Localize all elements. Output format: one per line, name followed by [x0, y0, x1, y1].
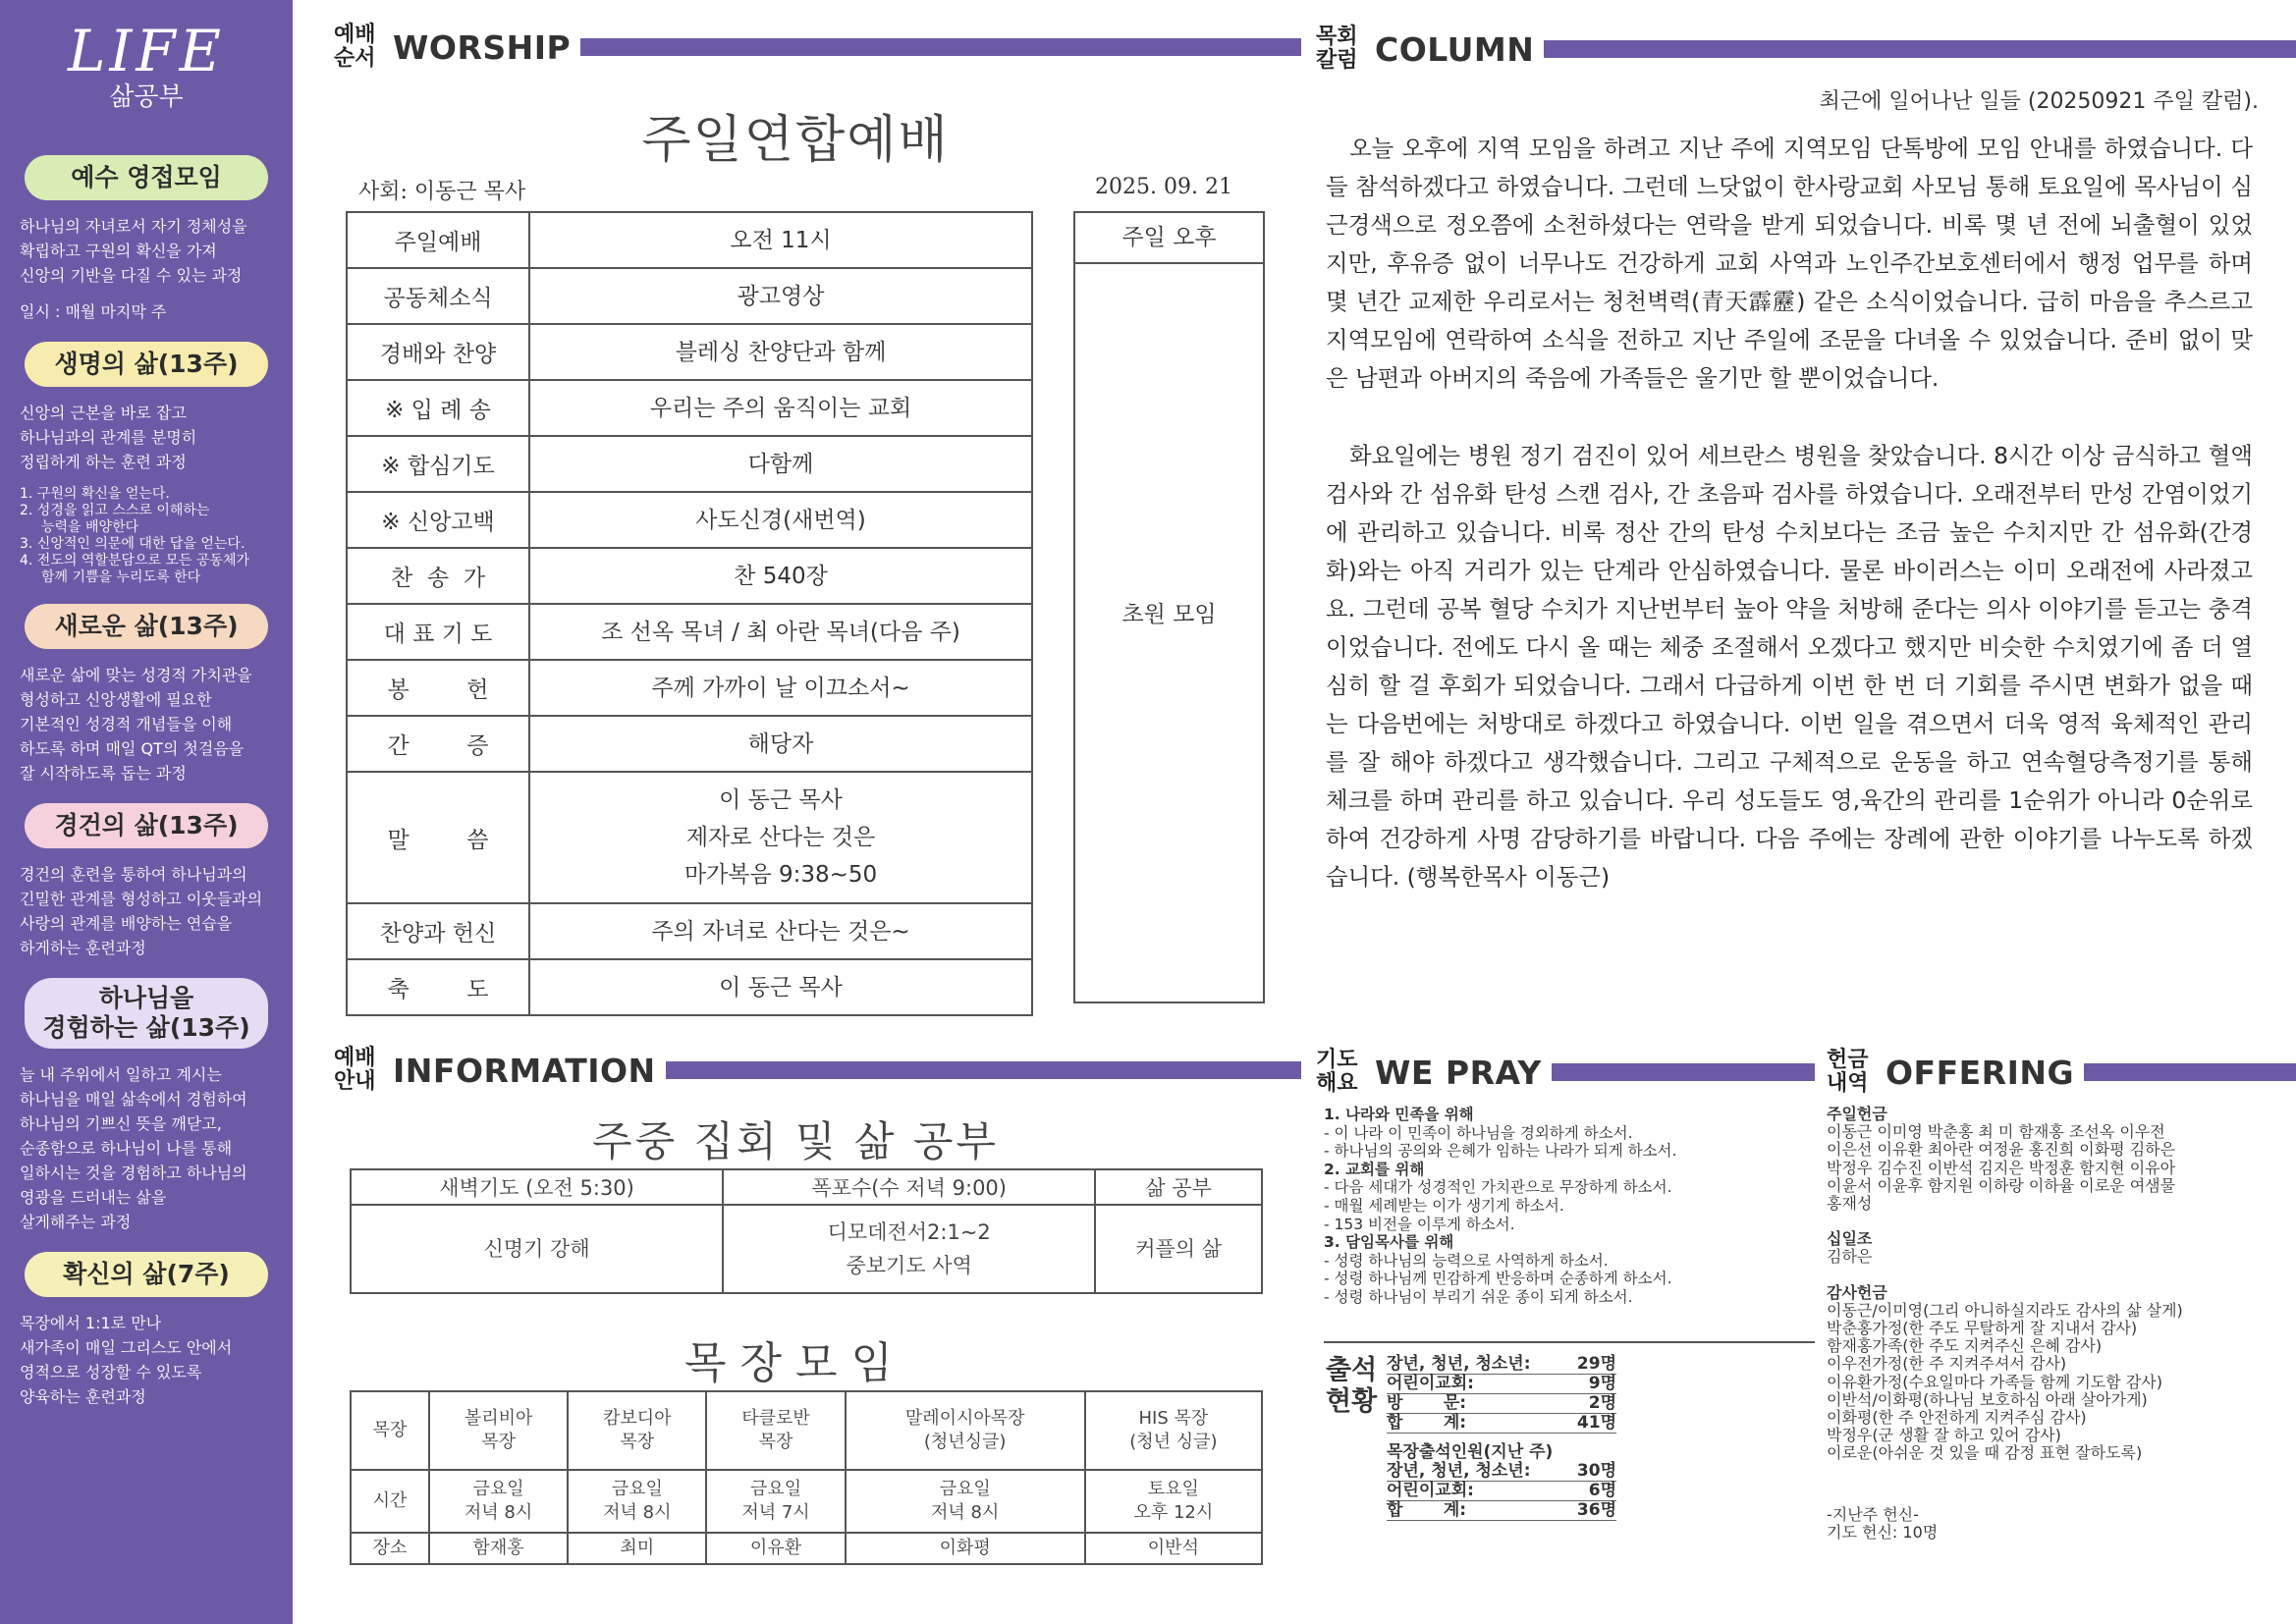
order-row — [347, 903, 1032, 959]
sidebar-pill[interactable]: 새로운 삶(13주) — [25, 604, 268, 649]
sidebar-section — [12, 1252, 281, 1409]
sidebar-text-line: 새가족이 매일 그리스도 안에서 — [20, 1338, 233, 1357]
sidebar-text-line: 기본적인 성경적 개념들을 이해 — [20, 715, 233, 733]
mokjang-cell-line: (청년싱글) — [923, 1432, 1007, 1452]
meeting-cell: 커플의 삶 — [1095, 1205, 1262, 1293]
attendance-label: 출석 현황 — [1326, 1355, 1378, 1417]
mokjang-row — [351, 1533, 1262, 1564]
offering-line: 이우전가정(한 주 지켜주셔서 감사) — [1827, 1354, 2067, 1374]
mokjang-cell-line: 타클로반 — [741, 1408, 810, 1429]
sidebar-text-line: 1. 구원의 확신을 얻는다. — [20, 486, 170, 502]
order-value-line: 블레싱 찬양단과 함께 — [675, 339, 887, 365]
sidebar-section — [12, 803, 281, 960]
prayer-line: - 이 나라 이 민족이 하나님을 경외하게 하소서. — [1324, 1123, 1633, 1142]
order-value — [529, 903, 1032, 959]
order-value — [529, 959, 1032, 1015]
sidebar-text-line: 하나님의 자녀로서 자기 정체성을 — [20, 217, 247, 236]
order-row — [347, 604, 1032, 660]
header-bar — [580, 38, 1301, 56]
mokjang-cell-line: 목장 — [620, 1432, 655, 1452]
order-label: ※ 합심기도 — [347, 436, 529, 492]
order-value — [529, 436, 1032, 492]
offering-line: 이유환가정(수요일마다 가족들 함께 기도함 감사) — [1827, 1372, 2162, 1391]
attendance-key: 어린이교회: — [1387, 1374, 1474, 1393]
sidebar-text-line: 능력을 배양한다 — [41, 519, 139, 535]
mokjang-cell — [846, 1391, 1085, 1470]
mokjang-cell — [846, 1470, 1085, 1533]
sidebar-description — [12, 862, 281, 960]
worship-header-small: 예배 순서 — [334, 23, 376, 71]
order-value — [529, 380, 1032, 436]
order-value-line: 제자로 산다는 것은 — [685, 825, 876, 850]
sidebar-text-line: 형성하고 신앙생활에 필요한 — [20, 690, 212, 709]
order-row — [347, 959, 1032, 1015]
prayer-line: - 153 비전을 이루게 하소서. — [1324, 1215, 1515, 1233]
attendance-row — [1387, 1414, 1616, 1434]
spacer — [1827, 1213, 2259, 1230]
mokjang-cell — [568, 1470, 706, 1533]
sidebar-description — [12, 214, 281, 324]
sidebar-text-line: 순종함으로 하나님이 나를 통해 — [20, 1139, 233, 1158]
meeting-cell: 신명기 강해 — [351, 1205, 723, 1293]
order-value-line: 이 동근 목사 — [719, 787, 843, 813]
column-paragraph: 화요일에는 병원 정기 검진이 있어 세브란스 병원을 찾았습니다. 8시간 이상 금식하고 혈액 검사와 간 섬유화 탄성 스캔 검사, 간 초음파 검사를 하였습니다. 오래전부터 만성 간염이었기에 관리하고 있습니다. 비록 정산 간의 탄성 수치보다는 조금 높은 수치지만 간 섬유화(간경화)와는 아직 거리가 있는 단계라 안심하였습니다. 물론 바이러스는 이미 오래전에 사라졌고요. 그런데 공복 혈당 수치가 지난번부터 높아 약을 처방해 준다는 의사 이야기를 듣고는 충격이었습니다. 전에도 다시 올 때는 체중 조절해서 오겠다고 했지만 비슷한 수치였기에 좀 더 열심히 할 걸 후회가 되었습니다. 그래서 다급하게 이번 한 번 더 기회를 주시면 변화가 없을 때는 다음번에는 처방대로 하겠다고 하였습니다. 이번 일을 겪으면서 더욱 영적 육체적인 관리를 잘 해야 하겠다고 생각했습니다. 그리고 구체적으로 운동을 하고 연속혈당측정기를 통해 체크를 하며 관리를 하고 있습니다. 우리 성도들도 영,육간의 관리를 1순위가 아니라 0순위로 하여 건강하게 사명 감당하기를 바랍니다. 다음 주에는 장례에 관한 이야기를 나누도록 하겠습니다. (행복한목사 이동근) — [1326, 442, 2253, 891]
mokjang-cell-line: 목장 — [758, 1432, 793, 1452]
order-value-line: 다함께 — [747, 451, 814, 477]
order-label: 대 표 기 도 — [347, 604, 529, 660]
spacer — [1827, 1267, 2259, 1284]
offering-section-title: 감사헌금 — [1827, 1282, 1887, 1302]
mokjang-cell-line: 오후 12시 — [1133, 1502, 1214, 1523]
offering-line: 함재홍가족(한 주도 지켜주신 은혜 감사) — [1827, 1336, 2103, 1356]
sidebar-text-line: 살게해주는 과정 — [20, 1213, 132, 1231]
mokjang-cell-line: 금요일 — [939, 1479, 991, 1499]
sidebar-pill[interactable] — [25, 978, 268, 1049]
offering-line: 이동근/이미영(그리 아니하실지라도 감사의 삶 살게) — [1827, 1300, 2183, 1320]
order-value-line: 사도신경(새번역) — [695, 507, 866, 533]
order-label: 말 씀 — [347, 772, 529, 903]
offering-line: 홍재성 — [1827, 1194, 1873, 1214]
attendance-value: 36명 — [1576, 1500, 1616, 1520]
prayer-line: - 매월 세례받는 이가 생기게 하소서. — [1324, 1196, 1564, 1215]
sidebar-text-line: 신앙의 근본을 바로 잡고 — [20, 404, 187, 422]
offering-line: 이은선 이유환 최아란 여정윤 홍진희 이화평 김하은 — [1827, 1140, 2176, 1160]
offering-line: 박춘홍가정(한 주도 무탈하게 잘 지내서 감사) — [1827, 1319, 2138, 1338]
brand-title: LIFE — [67, 18, 225, 84]
divider — [1324, 1341, 1815, 1343]
mokjang-title: 목장모임 — [683, 1338, 906, 1388]
sidebar-text-line: 2. 성경을 읽고 스스로 이해하는 — [20, 503, 210, 518]
order-row — [347, 548, 1032, 604]
information-header-title: INFORMATION — [393, 1051, 656, 1090]
mokjang-cell-line: 금요일 — [749, 1479, 802, 1499]
mokjang-row-label: 시간 — [351, 1470, 429, 1533]
order-row — [347, 716, 1032, 772]
mokjang-cell-line: 말레이시아목장 — [904, 1408, 1025, 1429]
sidebar-pill[interactable]: 경건의 삶(13주) — [25, 803, 268, 848]
sidebar-text-line: 4. 전도의 역할분담으로 모든 공동체가 — [20, 553, 250, 568]
sidebar-text-line: 영적으로 성장할 수 있도록 — [20, 1363, 202, 1381]
mokjang-row-label: 장소 — [351, 1533, 429, 1564]
prayer-topic: 1. 나라와 민족을 위해 — [1324, 1106, 1474, 1123]
information-header-small: 예배 안내 — [334, 1046, 376, 1094]
order-value-line: 찬 540장 — [734, 563, 828, 589]
meeting-cell: 디모데전서2:1~2 중보기도 사역 — [723, 1205, 1095, 1293]
worship-title: 주일연합예배 — [641, 111, 950, 170]
sidebar-text-line: 사랑의 관계를 배양하는 연습을 — [20, 914, 233, 933]
sidebar-text-line: 목장에서 1:1로 만나 — [20, 1314, 162, 1332]
offering-line: 이반석/이화평(하나님 보호하심 아래 살아가게) — [1827, 1389, 2148, 1409]
sidebar-text-line: 함께 기쁨을 누리도록 한다 — [41, 569, 201, 585]
column-paragraph: 오늘 오후에 지역 모임을 하려고 지난 주에 지역모임 단톡방에 모임 안내를 하였습니다. 다들 참석하겠다고 하였습니다. 그런데 느닷없이 한사랑교회 사모님 통해 토요일에 목사님이 심근경색으로 정오쯤에 소천하셨다는 연락을 받게 되었습니다. 비록 몇 년 전에 뇌출혈이 있었지만, 후유증 없이 너무나도 건강하게 교회 사역과 노인주간보호센터에서 행정 업무를 하며 몇 년간 교제한 우리로서는 청천벽력(青天霹靂) 같은 소식이었습니다. 급히 마음을 추스르고 지역모임에 연락하여 소식을 전하고 지난 주일에 조문을 다녀올 수 있었습니다. 준비 없이 맞은 남편과 아버지의 죽음에 가족들은 울기만 할 뿐이었습니다. — [1326, 135, 2253, 392]
order-label: 찬 송 가 — [347, 548, 529, 604]
sidebar-text-line: 긴밀한 관계를 형성하고 이웃들과의 — [20, 890, 263, 908]
brand-subtitle: 삶공부 — [109, 82, 184, 112]
order-row — [347, 660, 1032, 716]
mokjang-cell: 함재홍 — [429, 1533, 568, 1564]
order-value — [529, 604, 1032, 660]
mokjang-cell-line: 저녁 8시 — [931, 1502, 1000, 1523]
presider: 사회: 이동근 목사 — [358, 180, 526, 204]
column-header — [1316, 26, 2296, 73]
offering-section-title: 주일헌금 — [1827, 1105, 1887, 1123]
sidebar-text-line: 하나님의 기쁘신 뜻을 깨닫고, — [20, 1114, 222, 1133]
offering-line: 이윤서 이윤후 함지원 이하랑 이하율 이로운 여샘물 — [1827, 1175, 2176, 1195]
order-label: 봉 헌 — [347, 660, 529, 716]
sidebar-section — [12, 155, 281, 324]
column-header-title: COLUMN — [1375, 29, 1535, 69]
order-value-line: 우리는 주의 움직이는 교회 — [649, 395, 912, 421]
prayer-list — [1324, 1106, 1815, 1307]
mokjang-attendance-title: 목장출석인원(지난 주) — [1387, 1442, 1554, 1462]
sidebar-description — [12, 1062, 281, 1234]
mokjang-cell-line: 캄보디아 — [603, 1408, 672, 1429]
mokjang-cell — [429, 1391, 568, 1470]
mokjang-cell — [1085, 1470, 1262, 1533]
column-header-small: 목회 칼럼 — [1316, 25, 1358, 73]
order-label: 축 도 — [347, 959, 529, 1015]
worship-header-title: WORSHIP — [393, 27, 572, 67]
sidebar-text-line: 하게하는 훈련과정 — [20, 939, 146, 957]
mokjang-cell: 이반석 — [1085, 1533, 1262, 1564]
attendance-row — [1387, 1394, 1616, 1414]
sidebar-text-line: 잘 시작하도록 돕는 과정 — [20, 764, 187, 783]
mokjang-cell — [706, 1391, 845, 1470]
mokjang-cell-line: 볼리비아 — [464, 1408, 533, 1429]
sidebar-text-line: 영광을 드러내는 삶을 — [20, 1188, 167, 1207]
attendance-row — [1387, 1482, 1616, 1501]
order-value — [529, 660, 1032, 716]
attendance-key: 합 계: — [1387, 1413, 1467, 1433]
order-value-line: 조 선옥 목녀 / 최 아란 목녀(다음 주) — [601, 619, 960, 645]
attendance-key: 장년, 청년, 청소년: — [1387, 1461, 1531, 1481]
sidebar-text-line: 늘 내 주위에서 일하고 계시는 — [20, 1065, 222, 1084]
sidebar-text-line: 일하시는 것을 경험하고 하나님의 — [20, 1164, 247, 1182]
sidebar-pill-line: 하나님을 — [98, 984, 194, 1012]
sidebar-text-line: 양육하는 훈련과정 — [20, 1387, 146, 1406]
offering-line: 이동근 이미영 박춘홍 최 미 함재홍 조선옥 이우전 — [1827, 1122, 2165, 1142]
order-label: ※ 신앙고백 — [347, 492, 529, 548]
worship-header — [334, 24, 1301, 71]
mokjang-cell: 이화평 — [846, 1533, 1085, 1564]
offering-line: 김하은 — [1827, 1247, 1873, 1267]
weekly-meetings-table — [350, 1168, 1263, 1294]
column-date: 최근에 일어나난 일들 (20250921 주일 칼럼). — [1819, 89, 2259, 114]
spacer — [20, 288, 281, 299]
sidebar-pill[interactable]: 생명의 삶(13주) — [25, 342, 268, 387]
prayer-topic: 3. 담임목사를 위해 — [1324, 1233, 1454, 1252]
sidebar-description — [12, 401, 281, 586]
pray-header — [1316, 1049, 1815, 1096]
attendance-key: 어린이교회: — [1387, 1481, 1474, 1500]
prayer-topic: 2. 교회를 위해 — [1324, 1160, 1425, 1178]
mokjang-cell-line: HIS 목장 — [1138, 1408, 1209, 1429]
worship-date: 2025. 09. 21 — [1095, 175, 1232, 199]
offering-line: 박정우(군 생활 잘 하고 있어 감사) — [1827, 1426, 2061, 1445]
attendance-block — [1387, 1355, 1616, 1521]
mokjang-table — [350, 1390, 1263, 1565]
mokjang-cell-line: 저녁 8시 — [603, 1502, 672, 1523]
order-value-line: 이 동근 목사 — [719, 974, 843, 1001]
header-bar — [1552, 1063, 1815, 1081]
order-row — [347, 212, 1032, 268]
order-row — [347, 772, 1032, 903]
order-label: 찬양과 헌신 — [347, 903, 529, 959]
sidebar-description — [12, 1311, 281, 1409]
sidebar-text-line: 일시 : 매월 마지막 주 — [20, 302, 167, 321]
attendance-row — [1387, 1375, 1616, 1394]
mokjang-row — [351, 1391, 1262, 1470]
header-bar — [2084, 1063, 2296, 1081]
offering-section-title: 십일조 — [1827, 1229, 1873, 1249]
attendance-row — [1387, 1462, 1616, 1482]
order-value — [529, 772, 1032, 903]
order-value-line: 주께 가까이 날 이끄소서~ — [651, 675, 910, 701]
attendance-value: 6명 — [1588, 1481, 1616, 1500]
header-bar — [1544, 40, 2296, 58]
meeting-header: 폭포수(수 저녁 9:00) — [723, 1169, 1095, 1205]
order-value — [529, 492, 1032, 548]
order-row — [347, 492, 1032, 548]
sidebar-text-line: 신앙의 기반을 다질 수 있는 과정 — [20, 266, 243, 285]
attendance-value: 29명 — [1576, 1354, 1616, 1374]
order-value-line: 오전 11시 — [730, 227, 832, 253]
prayer-line: - 성령 하나님께 민감하게 반응하며 순종하게 하소서. — [1324, 1270, 1672, 1288]
order-value-line: 마가복음 9:38~50 — [683, 862, 878, 888]
order-row — [347, 436, 1032, 492]
sidebar-pill-line: 경험하는 삶(13주) — [42, 1013, 250, 1042]
prayer-line: - 성령 하나님의 능력으로 사역하게 하소서. — [1324, 1251, 1609, 1270]
order-label: 간 증 — [347, 716, 529, 772]
sidebar-text-line: 정립하게 하는 훈련 과정 — [20, 453, 187, 471]
sidebar-pill[interactable]: 확신의 삶(7주) — [25, 1252, 268, 1297]
afternoon-body: 초원 모임 — [1121, 602, 1217, 627]
sidebar-section — [12, 978, 281, 1234]
pray-header-small: 기도 해요 — [1316, 1048, 1358, 1096]
mokjang-cell-line: 목장 — [481, 1432, 516, 1452]
order-label: 경배와 찬양 — [347, 324, 529, 380]
sidebar-text-line: 3. 신앙적인 의문에 대한 답을 얻는다. — [20, 536, 246, 552]
order-value — [529, 548, 1032, 604]
sidebar-pill[interactable]: 예수 영접모임 — [25, 155, 268, 200]
sidebar-section — [12, 604, 281, 785]
worship-meta — [358, 175, 1232, 204]
offering-header — [1827, 1049, 2296, 1096]
attendance-value: 41명 — [1576, 1413, 1616, 1433]
order-value — [529, 324, 1032, 380]
attendance-key: 방 문: — [1387, 1393, 1467, 1413]
sidebar-text-line: 하도록 하며 매일 QT의 첫걸음을 — [20, 739, 245, 758]
offering-line: 이로운(아쉬운 것 있을 때 감정 표현 잘하도록) — [1827, 1443, 2143, 1463]
life-logo — [12, 20, 281, 137]
mokjang-row — [351, 1470, 1262, 1533]
order-value — [529, 212, 1032, 268]
offering-list — [1827, 1106, 2259, 1542]
prayer-line: - 성령 하나님이 부리기 쉬운 종이 되게 하소서. — [1324, 1287, 1633, 1306]
order-value — [529, 268, 1032, 324]
sidebar-sections — [12, 155, 281, 1409]
mokjang-cell-line: (청년 싱글) — [1129, 1432, 1218, 1452]
sidebar — [0, 0, 293, 1624]
attendance-row — [1387, 1501, 1616, 1521]
last-week-title: -지난주 헌신- — [1827, 1504, 1919, 1524]
mokjang-cell-line: 토요일 — [1147, 1479, 1199, 1499]
mokjang-cell-line: 금요일 — [611, 1479, 663, 1499]
attendance-key: 합 계: — [1387, 1500, 1467, 1520]
order-row — [347, 268, 1032, 324]
order-value-line: 주의 자녀로 산다는 것은~ — [651, 918, 910, 945]
mokjang-cell-line: 저녁 8시 — [464, 1502, 533, 1523]
sidebar-text-line: 새로운 삶에 맞는 성경적 가치관을 — [20, 666, 252, 684]
sidebar-description — [12, 663, 281, 785]
attendance-value: 9명 — [1588, 1374, 1616, 1393]
sidebar-text-line: 확립하고 구원의 확신을 가져 — [20, 242, 217, 260]
offering-line: 박정우 김수진 이반석 김지은 박정훈 함지현 이유아 — [1827, 1158, 2176, 1177]
weekly-meetings-title: 주중 집회 및 삶 공부 — [592, 1117, 999, 1165]
sidebar-section — [12, 342, 281, 586]
header-bar — [666, 1061, 1301, 1079]
mokjang-cell-line: 저녁 7시 — [741, 1502, 810, 1523]
order-label: 공동체소식 — [347, 268, 529, 324]
last-week-line: 기도 헌신: 10명 — [1827, 1522, 1939, 1542]
order-label: 주일예배 — [347, 212, 529, 268]
spacer — [20, 474, 281, 486]
mokjang-cell — [429, 1470, 568, 1533]
order-value-line: 광고영상 — [737, 283, 825, 309]
offering-header-title: OFFERING — [1886, 1053, 2075, 1092]
sidebar-text-line: 경건의 훈련을 통하여 하나님과의 — [20, 865, 247, 884]
mokjang-row-label: 목장 — [351, 1391, 429, 1470]
sidebar-text-line: 하나님과의 관계를 분명히 — [20, 428, 197, 447]
mokjang-cell — [706, 1470, 845, 1533]
offering-line: 이화평(한 주 안전하게 지켜주심 감사) — [1827, 1408, 2087, 1428]
afternoon-head: 주일 오후 — [1075, 213, 1263, 264]
attendance-key: 장년, 청년, 청소년: — [1387, 1354, 1531, 1374]
information-header — [334, 1047, 1301, 1094]
mokjang-cell: 최미 — [568, 1533, 706, 1564]
order-row — [347, 380, 1032, 436]
mokjang-cell — [568, 1391, 706, 1470]
order-row — [347, 324, 1032, 380]
mokjang-cell: 이유환 — [706, 1533, 845, 1564]
attendance-value: 2명 — [1588, 1393, 1616, 1413]
sidebar-text-line: 하나님을 매일 삶속에서 경험하여 — [20, 1090, 247, 1109]
pray-header-title: WE PRAY — [1375, 1053, 1542, 1092]
order-value — [529, 716, 1032, 772]
mokjang-cell — [1085, 1391, 1262, 1470]
meeting-header: 새벽기도 (오전 5:30) — [351, 1169, 723, 1205]
order-value-line: 해당자 — [747, 731, 814, 757]
order-label: ※ 입 례 송 — [347, 380, 529, 436]
worship-order-table — [346, 211, 1033, 1016]
attendance-row — [1387, 1355, 1616, 1375]
spacer — [1827, 1463, 2259, 1506]
mokjang-cell-line: 금요일 — [472, 1479, 524, 1499]
offering-header-small: 헌금 내역 — [1827, 1048, 1869, 1096]
attendance-value: 30명 — [1576, 1461, 1616, 1481]
meeting-header: 삶 공부 — [1095, 1169, 1262, 1205]
prayer-line: - 하나님의 공의와 은혜가 임하는 나라가 되게 하소서. — [1324, 1142, 1677, 1161]
prayer-line: - 다음 세대가 성경적인 가치관으로 무장하게 하소서. — [1324, 1178, 1672, 1197]
column-body — [1326, 130, 2253, 896]
afternoon-box — [1073, 211, 1265, 1003]
